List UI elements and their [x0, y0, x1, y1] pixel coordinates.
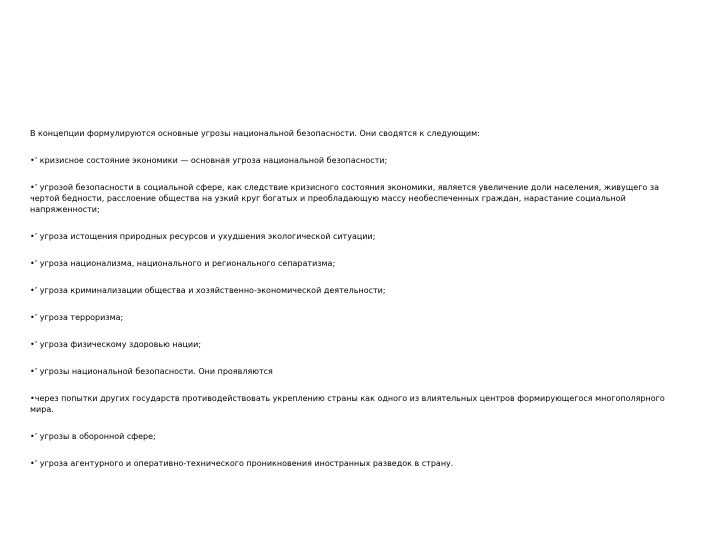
list-item: •’ угроза криминализации общества и хозяйственно-экономической деятельности; [30, 286, 386, 295]
list-item: •’ кризисное состояние экономики — основная угроза национальной безопасности; [30, 156, 388, 165]
list-item: •через попытки других государств противодействовать укреплению страны как одного из влиятельных центров формирующегося многополярного мира. [30, 394, 665, 414]
list-item: •’ угроза национализма, национального и регионального сепаратизма; [30, 259, 336, 268]
list-item: •’ угроза истощения природных ресурсов и ухудшения экологической ситуации; [30, 232, 376, 241]
list-item: •’ угроза терроризма; [30, 313, 124, 322]
list-item: •’ угрозой безопасности в социальной сфере, как следствие кризисного состояния экономики, является увеличение доли населения, живущего за чертой бедности, расслоение общества на узкий круг богатых и преобладающую массу необеспеченных граждан, нарастание социальной напряженности; [30, 183, 660, 214]
text-body [30, 128, 675, 485]
list-item: •’ угрозы национальной безопасности. Они проявляются [30, 367, 273, 376]
list-item: •’ угроза агентурного и оперативно-технического проникновения иностранных разведок в страну. [30, 459, 454, 468]
list-item: •’ угроза физическому здоровью нации; [30, 340, 202, 349]
list-item: •’ угрозы в оборонной сфере; [30, 432, 156, 441]
intro-paragraph: В концепции формулируются основные угрозы национальной безопасности. Они сводятся к следующим: [30, 129, 480, 138]
